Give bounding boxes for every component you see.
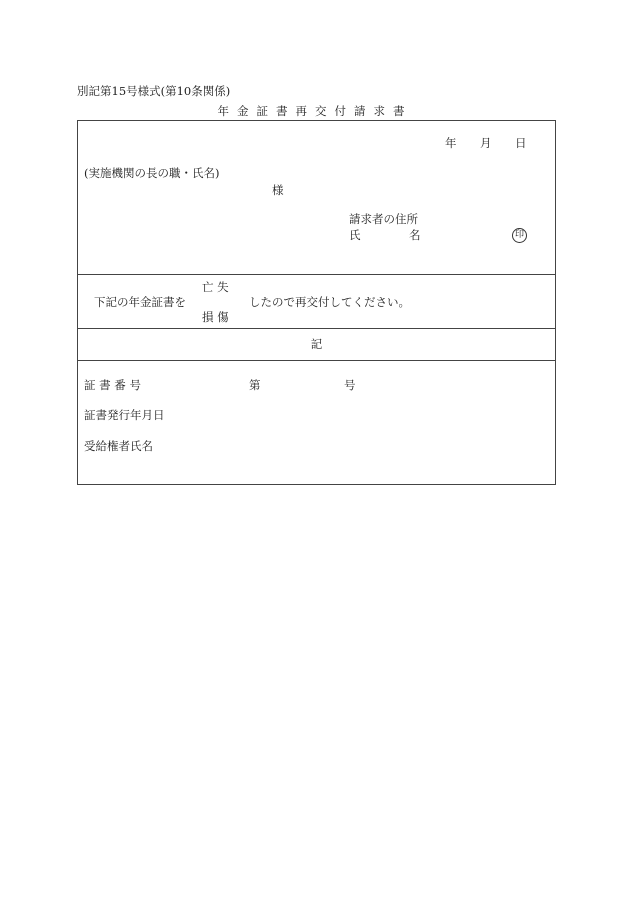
option-damaged: 損 傷 bbox=[202, 310, 229, 324]
certificate-number-prefix: 第 bbox=[249, 378, 261, 392]
seal-stamp-mark: 印 bbox=[512, 228, 527, 243]
request-statement-suffix: したので再交付してください。 bbox=[249, 295, 410, 309]
date-month-label: 月 bbox=[480, 136, 492, 150]
divider-kisai-top bbox=[78, 328, 555, 329]
requester-name-label-first: 氏 bbox=[349, 228, 361, 242]
recipient-name-label: 受給権者氏名 bbox=[84, 439, 153, 453]
option-lost: 亡 失 bbox=[202, 280, 229, 294]
form-number-label: 別記第15号様式(第10条関係) bbox=[77, 84, 231, 98]
certificate-number-suffix: 号 bbox=[344, 378, 356, 392]
form-title: 年金証書再交付請求書 bbox=[217, 104, 413, 118]
request-statement-prefix: 下記の年金証書を bbox=[94, 295, 186, 309]
kisai-heading: 記 bbox=[310, 337, 323, 351]
honorific-sama: 様 bbox=[272, 183, 284, 197]
institution-head-label: (実施機関の長の職・氏名) bbox=[84, 166, 220, 180]
date-year-label: 年 bbox=[445, 136, 457, 150]
divider-request-section bbox=[78, 274, 555, 275]
divider-kisai-bottom bbox=[78, 360, 555, 361]
requester-address-label: 請求者の住所 bbox=[349, 212, 418, 226]
date-day-label: 日 bbox=[515, 136, 527, 150]
requester-name-label-second: 名 bbox=[409, 228, 421, 242]
issue-date-label: 証書発行年月日 bbox=[84, 408, 165, 422]
certificate-number-label: 証 書 番 号 bbox=[84, 378, 141, 392]
